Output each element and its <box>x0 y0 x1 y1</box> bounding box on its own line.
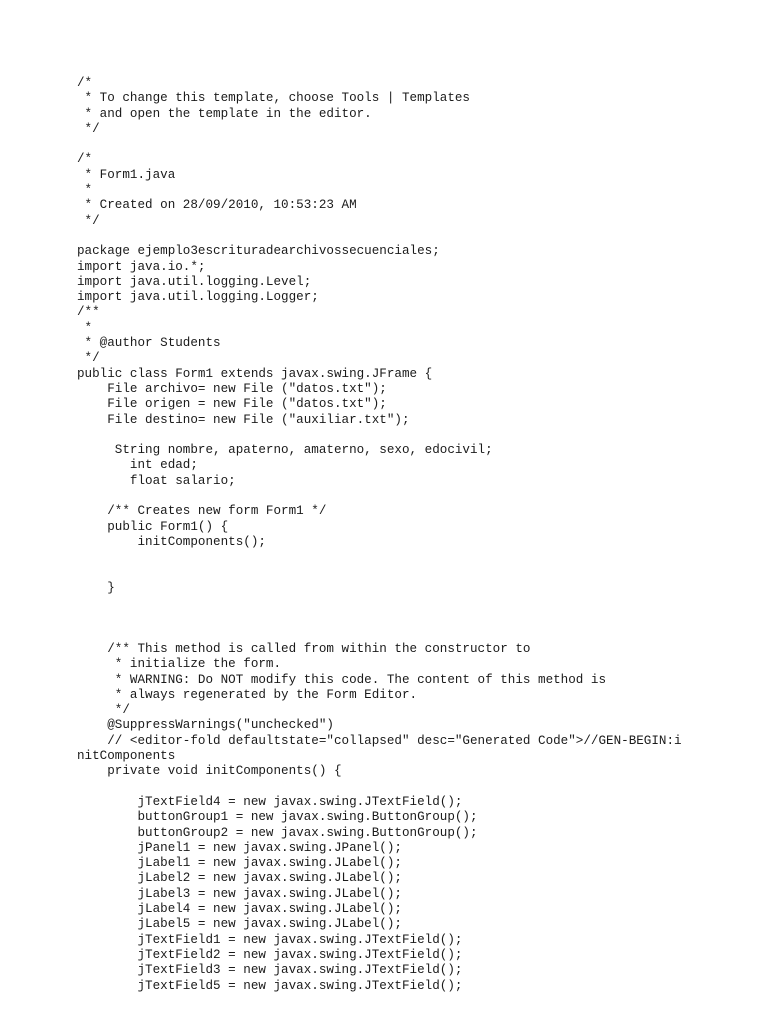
code-line: File origen = new File ("datos.txt"); <box>77 397 387 412</box>
code-line: String nombre, apaterno, amaterno, sexo, edocivil; <box>77 443 493 458</box>
code-line <box>77 550 682 565</box>
code-line: jTextField3 = new javax.swing.JTextField(); <box>77 963 463 978</box>
code-line: */ <box>77 121 100 136</box>
code-line: * Form1.java <box>77 167 176 182</box>
code-line: jLabel2 = new javax.swing.JLabel(); <box>77 871 402 886</box>
code-line: jTextField1 = new javax.swing.JTextField(); <box>77 932 463 947</box>
code-line <box>77 566 682 581</box>
code-line: * and open the template in the editor. <box>77 106 372 121</box>
code-line: @SuppressWarnings("unchecked") <box>77 718 334 733</box>
code-line: * <box>77 320 93 335</box>
code-line: */ <box>77 703 130 718</box>
code-line: /** This method is called from within the constructor to <box>77 641 531 656</box>
code-line: File destino= new File ("auxiliar.txt"); <box>77 412 410 427</box>
code-listing <box>77 76 682 994</box>
code-line: jTextField4 = new javax.swing.JTextField(); <box>77 794 463 809</box>
code-line: * @author Students <box>77 336 221 351</box>
code-line: } <box>77 580 115 595</box>
code-line: /** Creates new form Form1 */ <box>77 504 327 519</box>
code-line: /** <box>77 305 100 320</box>
code-line: private void initComponents() { <box>77 764 342 779</box>
code-line: int edad; <box>77 458 198 473</box>
code-line <box>77 596 682 611</box>
code-line: File archivo= new File ("datos.txt"); <box>77 381 387 396</box>
code-line: jLabel5 = new javax.swing.JLabel(); <box>77 917 402 932</box>
code-line <box>77 611 682 626</box>
code-line: * WARNING: Do NOT modify this code. The content of this method is <box>77 672 607 687</box>
code-line: * always regenerated by the Form Editor. <box>77 687 418 702</box>
code-line: import java.util.logging.Logger; <box>77 290 319 305</box>
code-line: jPanel1 = new javax.swing.JPanel(); <box>77 840 402 855</box>
code-line: /* <box>77 152 93 167</box>
code-line: buttonGroup2 = new javax.swing.ButtonGroup(); <box>77 825 478 840</box>
code-line: jTextField5 = new javax.swing.JTextField(); <box>77 978 463 993</box>
code-line <box>77 137 682 152</box>
code-line: package ejemplo3escrituradearchivossecuenciales; <box>77 244 440 259</box>
code-line: jLabel3 = new javax.swing.JLabel(); <box>77 886 402 901</box>
code-line <box>77 627 682 642</box>
code-line: * <box>77 183 93 198</box>
code-line: jTextField2 = new javax.swing.JTextField(); <box>77 947 463 962</box>
code-line: import java.util.logging.Level; <box>77 274 312 289</box>
code-line <box>77 780 682 795</box>
code-line <box>77 229 682 244</box>
code-line: /* <box>77 76 93 90</box>
code-line: float salario; <box>77 473 236 488</box>
code-line: initComponents(); <box>77 534 266 549</box>
code-line: * To change this template, choose Tools | Templates <box>77 91 470 106</box>
code-line: * initialize the form. <box>77 657 282 672</box>
code-line: import java.io.*; <box>77 259 206 274</box>
code-line: // <editor-fold defaultstate="collapsed" desc="Generated Code">//GEN-BEGIN:i <box>77 733 682 748</box>
code-line: public class Form1 extends javax.swing.JFrame { <box>77 366 433 381</box>
code-line: * Created on 28/09/2010, 10:53:23 AM <box>77 198 357 213</box>
code-line: */ <box>77 351 100 366</box>
code-line <box>77 489 682 504</box>
code-line: */ <box>77 213 100 228</box>
code-line: jLabel1 = new javax.swing.JLabel(); <box>77 856 402 871</box>
code-line: jLabel4 = new javax.swing.JLabel(); <box>77 902 402 917</box>
code-line: public Form1() { <box>77 519 229 534</box>
code-line <box>77 428 682 443</box>
code-line: nitComponents <box>77 749 176 764</box>
code-line: buttonGroup1 = new javax.swing.ButtonGroup(); <box>77 810 478 825</box>
